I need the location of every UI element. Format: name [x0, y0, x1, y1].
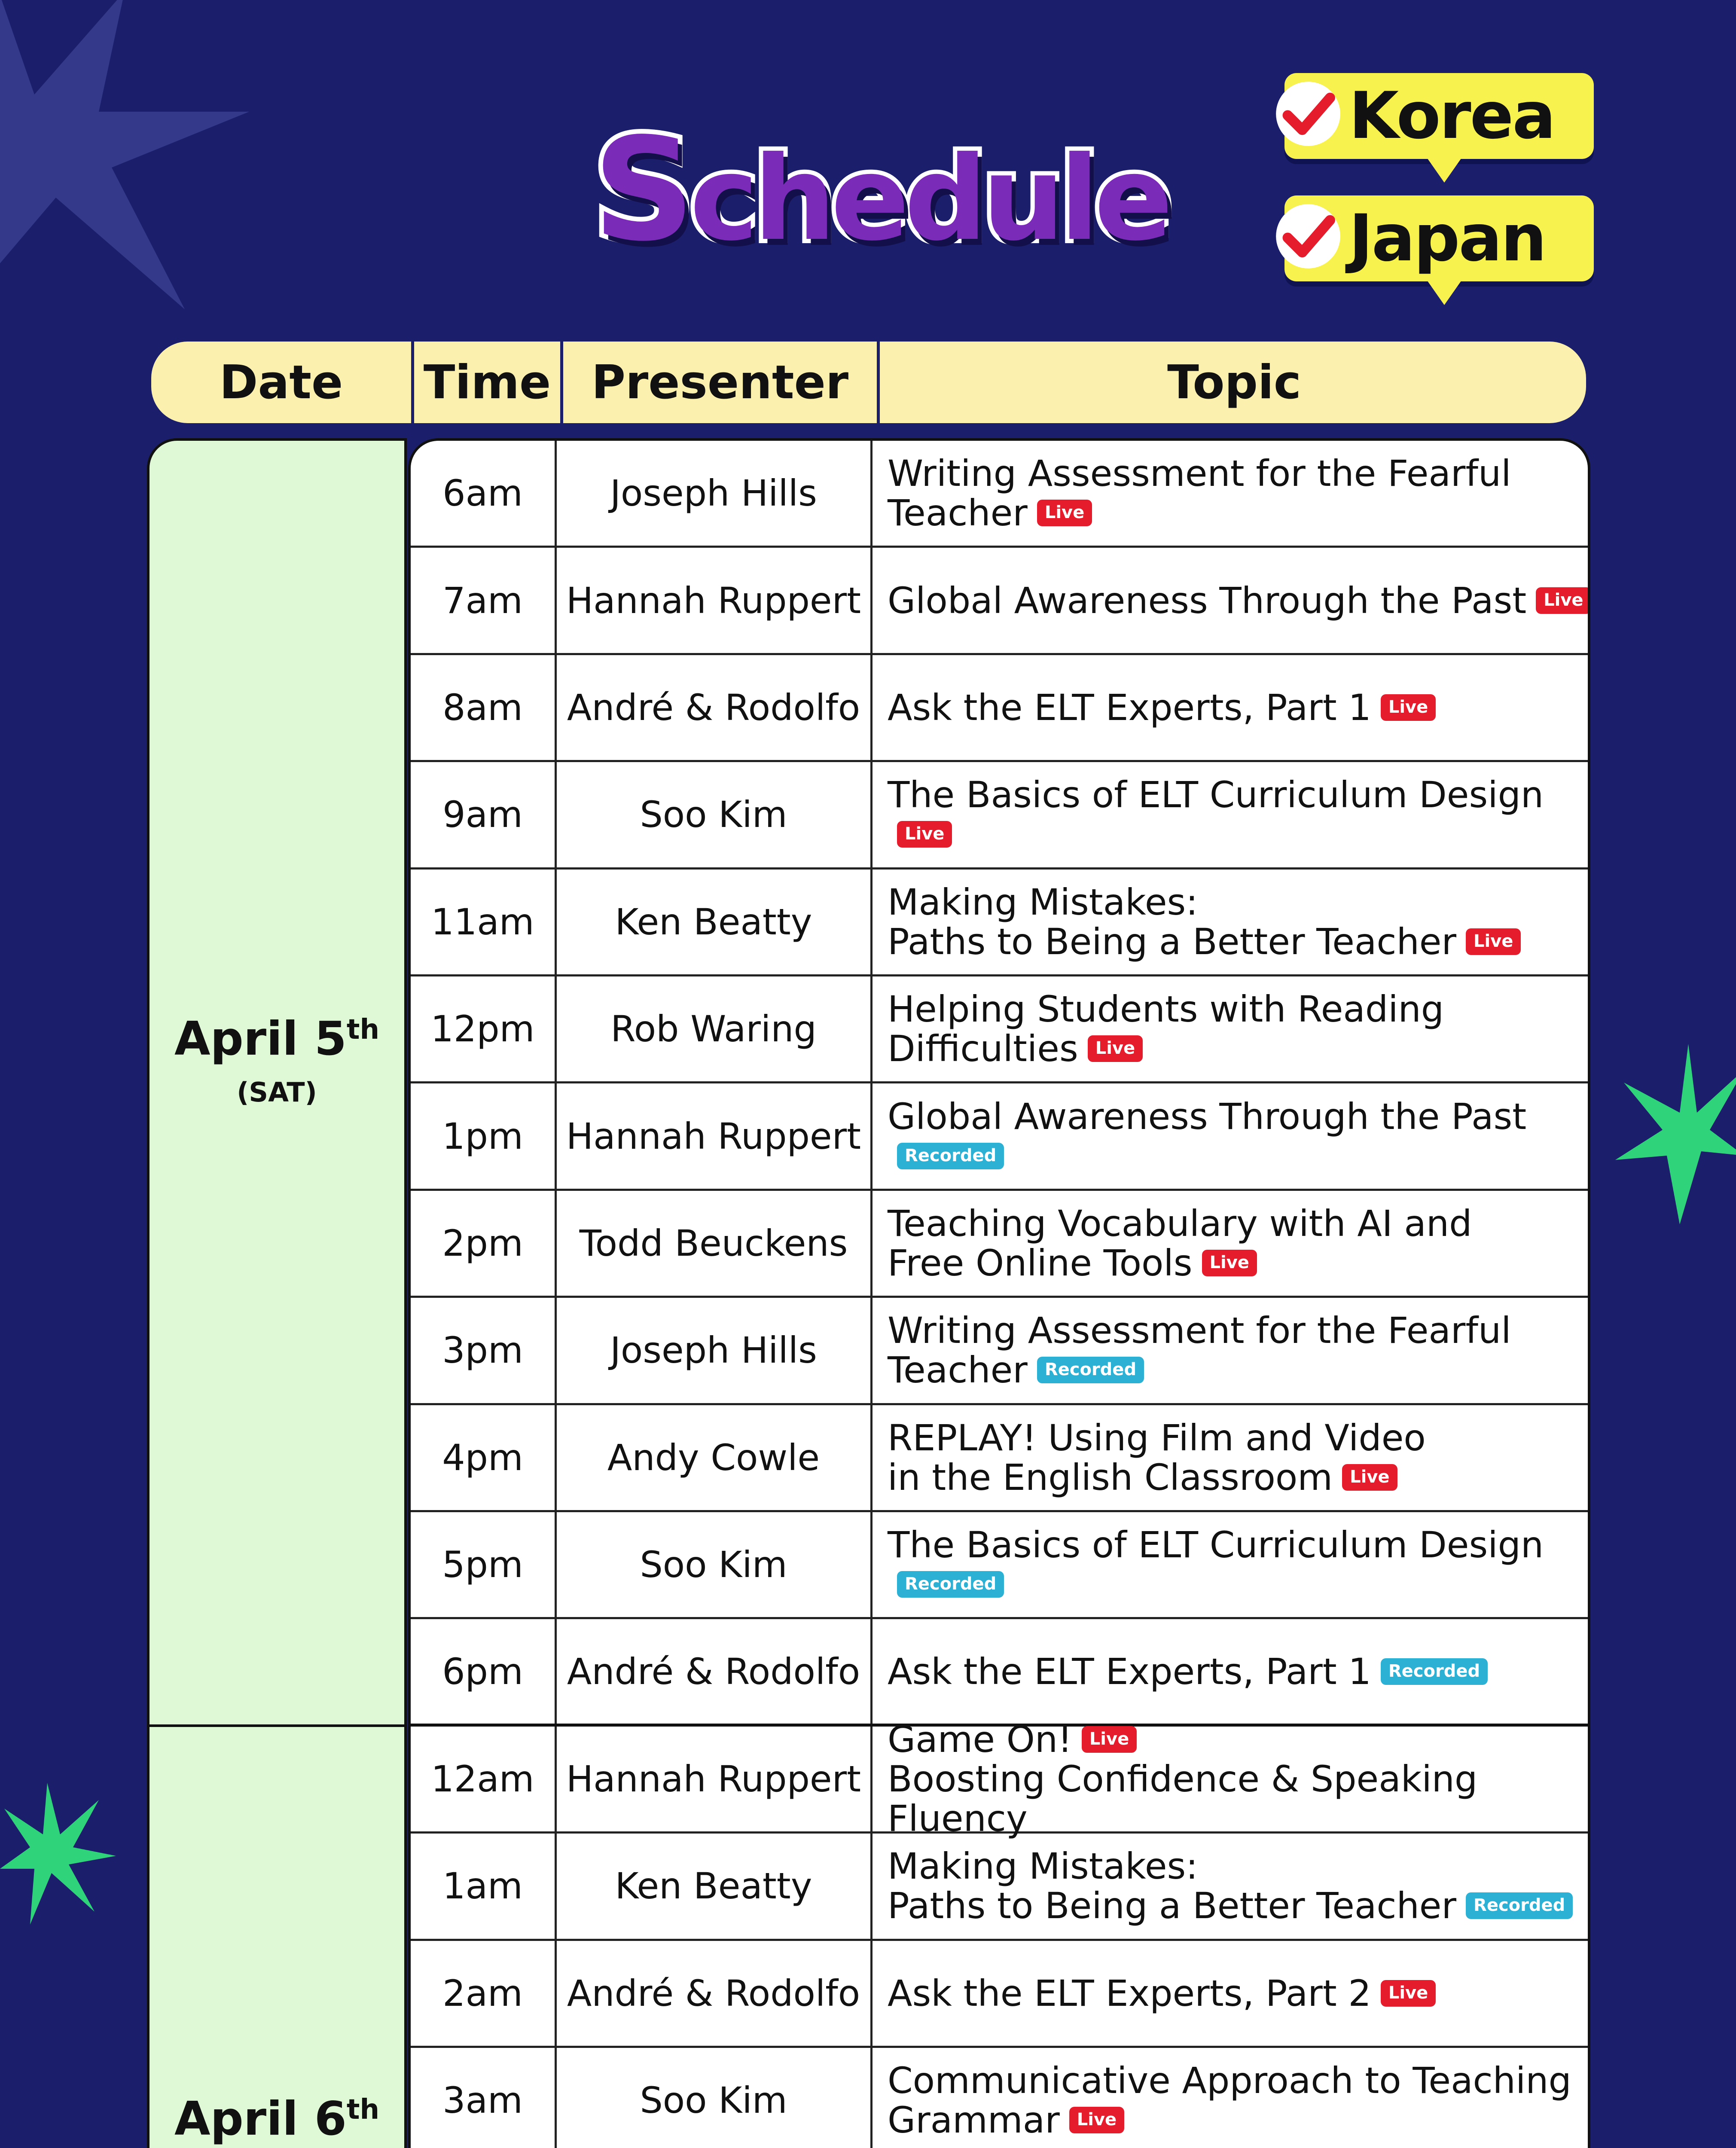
date-label: April 5th	[174, 1012, 380, 1066]
session-presenter: Todd Beuckens	[557, 1191, 873, 1296]
topic-line	[888, 1350, 1590, 1390]
header-date: Date	[219, 355, 343, 409]
starburst-icon	[0, 1783, 116, 1925]
topic-text: Teacher	[888, 492, 1028, 534]
session-topic	[873, 2048, 1590, 2148]
topic-text: Making Mistakes:	[888, 881, 1198, 923]
topic-text: Paths to Being a Better Teacher	[888, 920, 1457, 963]
session-presenter: Hannah Ruppert	[557, 1727, 873, 1831]
live-badge: Live	[1536, 587, 1590, 614]
session-presenter: Soo Kim	[557, 2048, 873, 2148]
table-row	[411, 1298, 1588, 1405]
session-topic	[873, 870, 1590, 974]
live-badge: Live	[1037, 500, 1092, 526]
table-row	[411, 976, 1588, 1083]
table-row	[411, 1834, 1588, 1941]
session-time: 2am	[411, 1941, 557, 2046]
session-topic	[873, 548, 1590, 653]
topic-text: Teacher	[888, 1349, 1028, 1391]
session-time: 4pm	[411, 1405, 557, 1510]
session-presenter: Soo Kim	[557, 762, 873, 867]
table-row	[411, 1718, 1588, 1840]
live-badge: Live	[1069, 2107, 1124, 2133]
session-presenter: Joseph Hills	[557, 441, 873, 546]
page-title: Schedule	[593, 107, 1168, 272]
topic-text: Writing Assessment for the Fearful	[888, 1309, 1511, 1352]
live-badge: Live	[1466, 928, 1521, 955]
session-topic	[873, 441, 1590, 546]
topic-line	[888, 989, 1590, 1029]
session-time: 11am	[411, 870, 557, 974]
session-topic	[873, 762, 1590, 867]
table-row	[411, 1405, 1588, 1512]
session-time: 8am	[411, 655, 557, 760]
topic-text: Teaching Vocabulary with AI and	[888, 1202, 1472, 1245]
topic-text: Paths to Being a Better Teacher	[888, 1885, 1457, 1927]
check-icon	[1272, 77, 1345, 150]
topic-text: The Basics of ELT Curriculum Design	[888, 774, 1544, 816]
session-presenter: Joseph Hills	[557, 1298, 873, 1403]
topic-line	[888, 1652, 1590, 1691]
recorded-badge: Recorded	[1466, 1892, 1573, 1919]
session-presenter: Hannah Ruppert	[557, 1083, 873, 1188]
session-topic	[873, 976, 1590, 1081]
schedule-table	[408, 438, 1590, 2148]
day-of-week: (SAT)	[237, 1077, 317, 1108]
table-row	[411, 1619, 1588, 1726]
topic-line	[888, 493, 1590, 533]
topic-line	[888, 2100, 1590, 2140]
session-topic	[873, 655, 1590, 760]
topic-text: Game On!	[888, 1718, 1072, 1761]
session-time: 9am	[411, 762, 557, 867]
session-presenter: Hannah Ruppert	[557, 548, 873, 653]
topic-line	[888, 2061, 1590, 2100]
table-row	[411, 1191, 1588, 1298]
session-topic	[873, 1834, 1590, 1938]
session-presenter: André & Rodolfo	[557, 1619, 873, 1723]
starburst-icon	[0, 0, 284, 318]
session-topic	[873, 1941, 1590, 2046]
topic-line	[888, 454, 1590, 493]
table-row	[411, 870, 1588, 976]
topic-text: Grammar	[888, 2099, 1060, 2142]
session-topic	[873, 1191, 1590, 1296]
country-tag-japan	[1284, 195, 1594, 281]
live-badge: Live	[1088, 1035, 1143, 1062]
topic-text: REPLAY! Using Film and Video	[888, 1416, 1426, 1459]
topic-text: The Basics of ELT Curriculum Design	[888, 1524, 1544, 1566]
topic-line	[888, 1029, 1590, 1068]
topic-line	[888, 688, 1590, 727]
topic-text: Difficulties	[888, 1028, 1078, 1070]
session-topic	[873, 1405, 1590, 1510]
topic-text: Free Online Tools	[888, 1242, 1193, 1284]
session-time: 7am	[411, 548, 557, 653]
header-topic: Topic	[1167, 355, 1301, 409]
session-topic	[873, 1512, 1590, 1617]
session-presenter: Ken Beatty	[557, 1834, 873, 1938]
session-time: 5pm	[411, 1512, 557, 1617]
table-header	[147, 337, 1590, 427]
recorded-badge: Recorded	[1037, 1357, 1144, 1383]
table-row	[411, 655, 1588, 762]
session-topic	[873, 1083, 1590, 1188]
session-presenter: Rob Waring	[557, 976, 873, 1081]
country-label: Japan	[1349, 201, 1546, 276]
topic-line	[888, 1458, 1590, 1497]
topic-line	[888, 882, 1590, 922]
topic-line	[888, 1204, 1590, 1243]
topic-line	[888, 1886, 1590, 1925]
table-row	[411, 441, 1588, 548]
topic-text: Global Awareness Through the Past	[888, 579, 1527, 622]
topic-line	[888, 775, 1590, 854]
topic-text: Ask the ELT Experts, Part 1	[888, 686, 1371, 729]
session-time: 12pm	[411, 976, 557, 1081]
topic-line	[888, 1759, 1590, 1838]
session-time: 2pm	[411, 1191, 557, 1296]
live-badge: Live	[1381, 1980, 1436, 2007]
date-cell-april-5	[147, 438, 407, 1727]
topic-text: Making Mistakes:	[888, 1845, 1198, 1888]
live-badge: Live	[1342, 1464, 1397, 1491]
session-time: 3am	[411, 2048, 557, 2148]
recorded-badge: Recorded	[1381, 1658, 1488, 1685]
country-label: Korea	[1349, 79, 1555, 153]
topic-text: in the English Classroom	[888, 1456, 1333, 1498]
check-icon	[1272, 200, 1345, 273]
topic-line	[888, 1974, 1590, 2013]
date-label: April 6th	[174, 2092, 380, 2146]
topic-text: Helping Students with Reading	[888, 988, 1444, 1031]
session-presenter: Ken Beatty	[557, 870, 873, 974]
topic-text: Global Awareness Through the Past	[888, 1095, 1527, 1138]
topic-line	[888, 1846, 1590, 1886]
recorded-badge: Recorded	[897, 1143, 1004, 1169]
session-time: 12am	[411, 1727, 557, 1831]
session-presenter: Andy Cowle	[557, 1405, 873, 1510]
topic-line	[888, 1243, 1590, 1283]
session-presenter: André & Rodolfo	[557, 655, 873, 760]
topic-line	[888, 1097, 1590, 1176]
topic-line	[888, 581, 1590, 620]
session-time: 3pm	[411, 1298, 557, 1403]
session-topic	[873, 1718, 1590, 1840]
session-presenter: Soo Kim	[557, 1512, 873, 1617]
table-row	[411, 1512, 1588, 1619]
topic-text: Boosting Confidence & Speaking Fluency	[888, 1758, 1478, 1840]
country-tag-korea	[1284, 73, 1594, 159]
topic-text: Ask the ELT Experts, Part 1	[888, 1650, 1371, 1693]
topic-text: Ask the ELT Experts, Part 2	[888, 1972, 1371, 2014]
topic-line	[888, 1525, 1590, 1604]
session-time: 1am	[411, 1834, 557, 1938]
session-time: 6am	[411, 441, 557, 546]
topic-line	[888, 1418, 1590, 1458]
table-row	[411, 1083, 1588, 1190]
session-topic	[873, 1298, 1590, 1403]
recorded-badge: Recorded	[897, 1571, 1004, 1598]
live-badge: Live	[1082, 1726, 1137, 1753]
table-row	[411, 2048, 1588, 2148]
topic-line	[888, 1311, 1590, 1350]
date-cell-april-6	[147, 1724, 407, 2148]
starburst-icon	[1615, 1044, 1736, 1224]
table-row	[411, 548, 1588, 655]
live-badge: Live	[1381, 694, 1436, 721]
topic-text: Communicative Approach to Teaching	[888, 2060, 1571, 2102]
table-row	[411, 1941, 1588, 2048]
session-time: 1pm	[411, 1083, 557, 1188]
topic-line	[888, 1720, 1590, 1759]
session-time: 6pm	[411, 1619, 557, 1723]
table-row	[411, 762, 1588, 869]
live-badge: Live	[1202, 1250, 1257, 1276]
header-time: Time	[423, 355, 551, 409]
live-badge: Live	[897, 821, 952, 848]
topic-text: Writing Assessment for the Fearful	[888, 452, 1511, 495]
session-topic	[873, 1619, 1590, 1723]
header-presenter: Presenter	[591, 355, 849, 409]
topic-line	[888, 922, 1590, 961]
session-presenter: André & Rodolfo	[557, 1941, 873, 2046]
